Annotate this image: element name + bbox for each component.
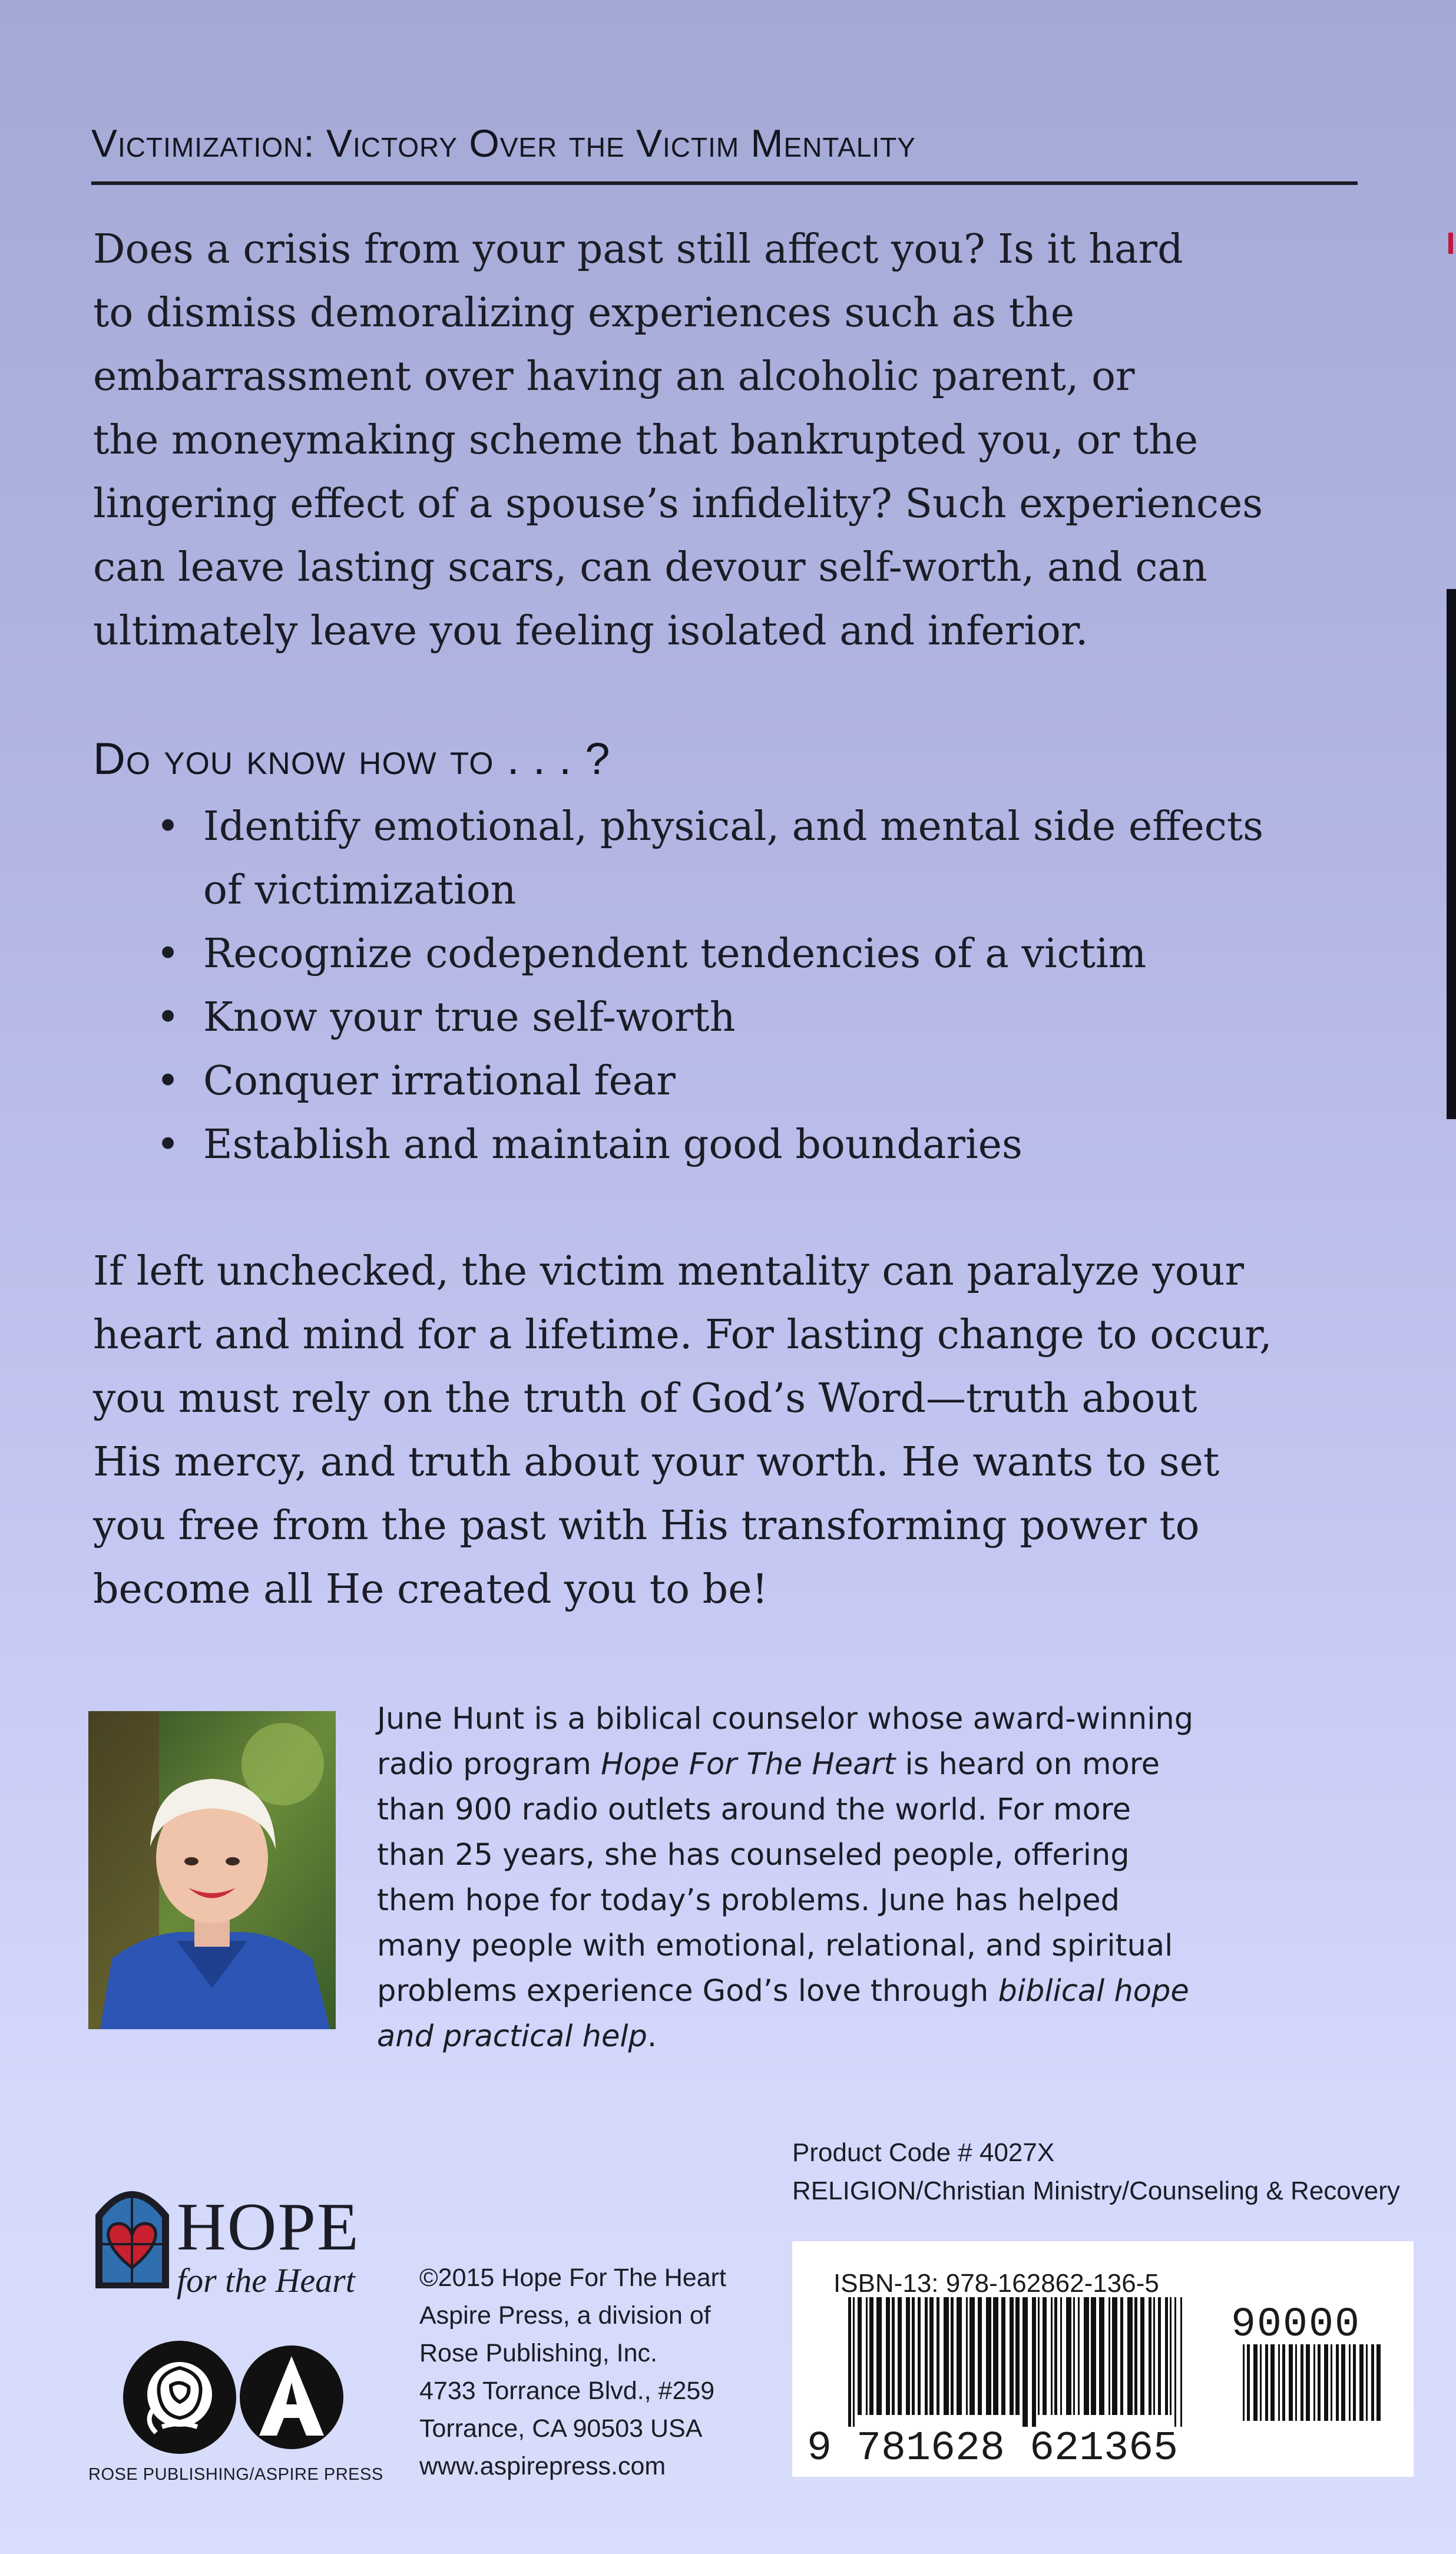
list-item: • Conquer irrational fear bbox=[150, 1050, 1364, 1113]
bullet-icon: • bbox=[156, 994, 180, 1041]
list-item: • Know your true self-worth bbox=[150, 986, 1364, 1050]
subheading: Do you know how to . . . ? bbox=[93, 734, 611, 784]
hope-wordmark: HOPE bbox=[177, 2189, 360, 2265]
isbn-label: ISBN-13: 978-162862-136-5 bbox=[833, 2269, 1159, 2298]
outro-paragraph bbox=[93, 1240, 1365, 1622]
section-heading: Victimization: Victory Over the Victim Mentality bbox=[91, 121, 916, 165]
publisher-label: ROSE PUBLISHING/ASPIRE PRESS bbox=[88, 2465, 383, 2484]
rose-logo-icon bbox=[121, 2338, 239, 2456]
intro-line: lingering effect of a spouse’s infidelity? Such experiences bbox=[93, 481, 1263, 527]
intro-paragraph bbox=[93, 218, 1365, 663]
barcode-digits: 9 781628 621365 bbox=[807, 2426, 1179, 2472]
bullet-icon: • bbox=[156, 803, 180, 850]
hope-tagline: for the Heart bbox=[177, 2261, 355, 2300]
intro-line: can leave lasting scars, can devour self-worth, and can bbox=[93, 544, 1207, 591]
edge-mark bbox=[1448, 233, 1453, 254]
product-code: Product Code # 4027X bbox=[792, 2138, 1055, 2167]
author-bio: June Hunt is a biblical counselor whose award-winning radio program Hope For The Heart is heard on more than 900 radio outlets around the world. For more than 25 years, she has counseled people, offering them hope for today’s problems. June has helped many people with emotional, relational, and spiritual problems experience God’s love through biblical hope and practical help. bbox=[377, 1702, 1194, 2054]
intro-line: Does a crisis from your past still affect you? Is it hard bbox=[93, 226, 1183, 273]
outro-line: you free from the past with His transforming power to bbox=[93, 1503, 1200, 1549]
intro-line: to dismiss demoralizing experiences such as the bbox=[93, 290, 1075, 336]
author-portrait-icon bbox=[88, 1711, 336, 2029]
list-item: • Recognize codependent tendencies of a victim bbox=[150, 922, 1364, 986]
outro-line: become all He created you to be! bbox=[93, 1566, 768, 1613]
hope-heart-logo-icon bbox=[90, 2173, 175, 2291]
aspire-press-logo-icon bbox=[236, 2338, 345, 2456]
bullet-icon: • bbox=[156, 1121, 180, 1168]
spine-edge bbox=[1447, 589, 1456, 1119]
publisher-website[interactable]: www.aspirepress.com bbox=[419, 2452, 666, 2480]
outro-line: His mercy, and truth about your worth. He wants to set bbox=[93, 1439, 1220, 1486]
list-item: • Identify emotional, physical, and mental side effects of victimization bbox=[150, 795, 1364, 922]
bullet-icon: • bbox=[156, 1058, 180, 1104]
program-title: Hope For The Heart bbox=[601, 1747, 896, 1782]
author-photo bbox=[88, 1711, 336, 2029]
list-item: • Establish and maintain good boundaries bbox=[150, 1113, 1364, 1177]
bullet-icon: • bbox=[156, 931, 180, 977]
intro-line: ultimately leave you feeling isolated and inferior. bbox=[93, 608, 1088, 654]
outro-line: If left unchecked, the victim mentality can paralyze your bbox=[93, 1248, 1245, 1295]
publisher-address: ©2015 Hope For The Heart Aspire Press, a division of Rose Publishing, Inc. 4733 Torrance Blvd., #259 Torrance, CA 90503 USA www.aspirepress.com bbox=[419, 2264, 726, 2480]
heading-divider bbox=[91, 181, 1358, 185]
outro-line: heart and mind for a lifetime. For lasting change to occur, bbox=[93, 1312, 1272, 1358]
intro-line: the moneymaking scheme that bankrupted you, or the bbox=[93, 417, 1199, 464]
intro-line: embarrassment over having an alcoholic parent, or bbox=[93, 353, 1135, 400]
skills-list bbox=[150, 795, 1364, 1177]
price-code: 90000 bbox=[1231, 2302, 1361, 2348]
outro-line: you must rely on the truth of God’s Word—truth about bbox=[93, 1375, 1197, 1422]
category-label: RELIGION/Christian Ministry/Counseling & Recovery bbox=[792, 2176, 1400, 2205]
